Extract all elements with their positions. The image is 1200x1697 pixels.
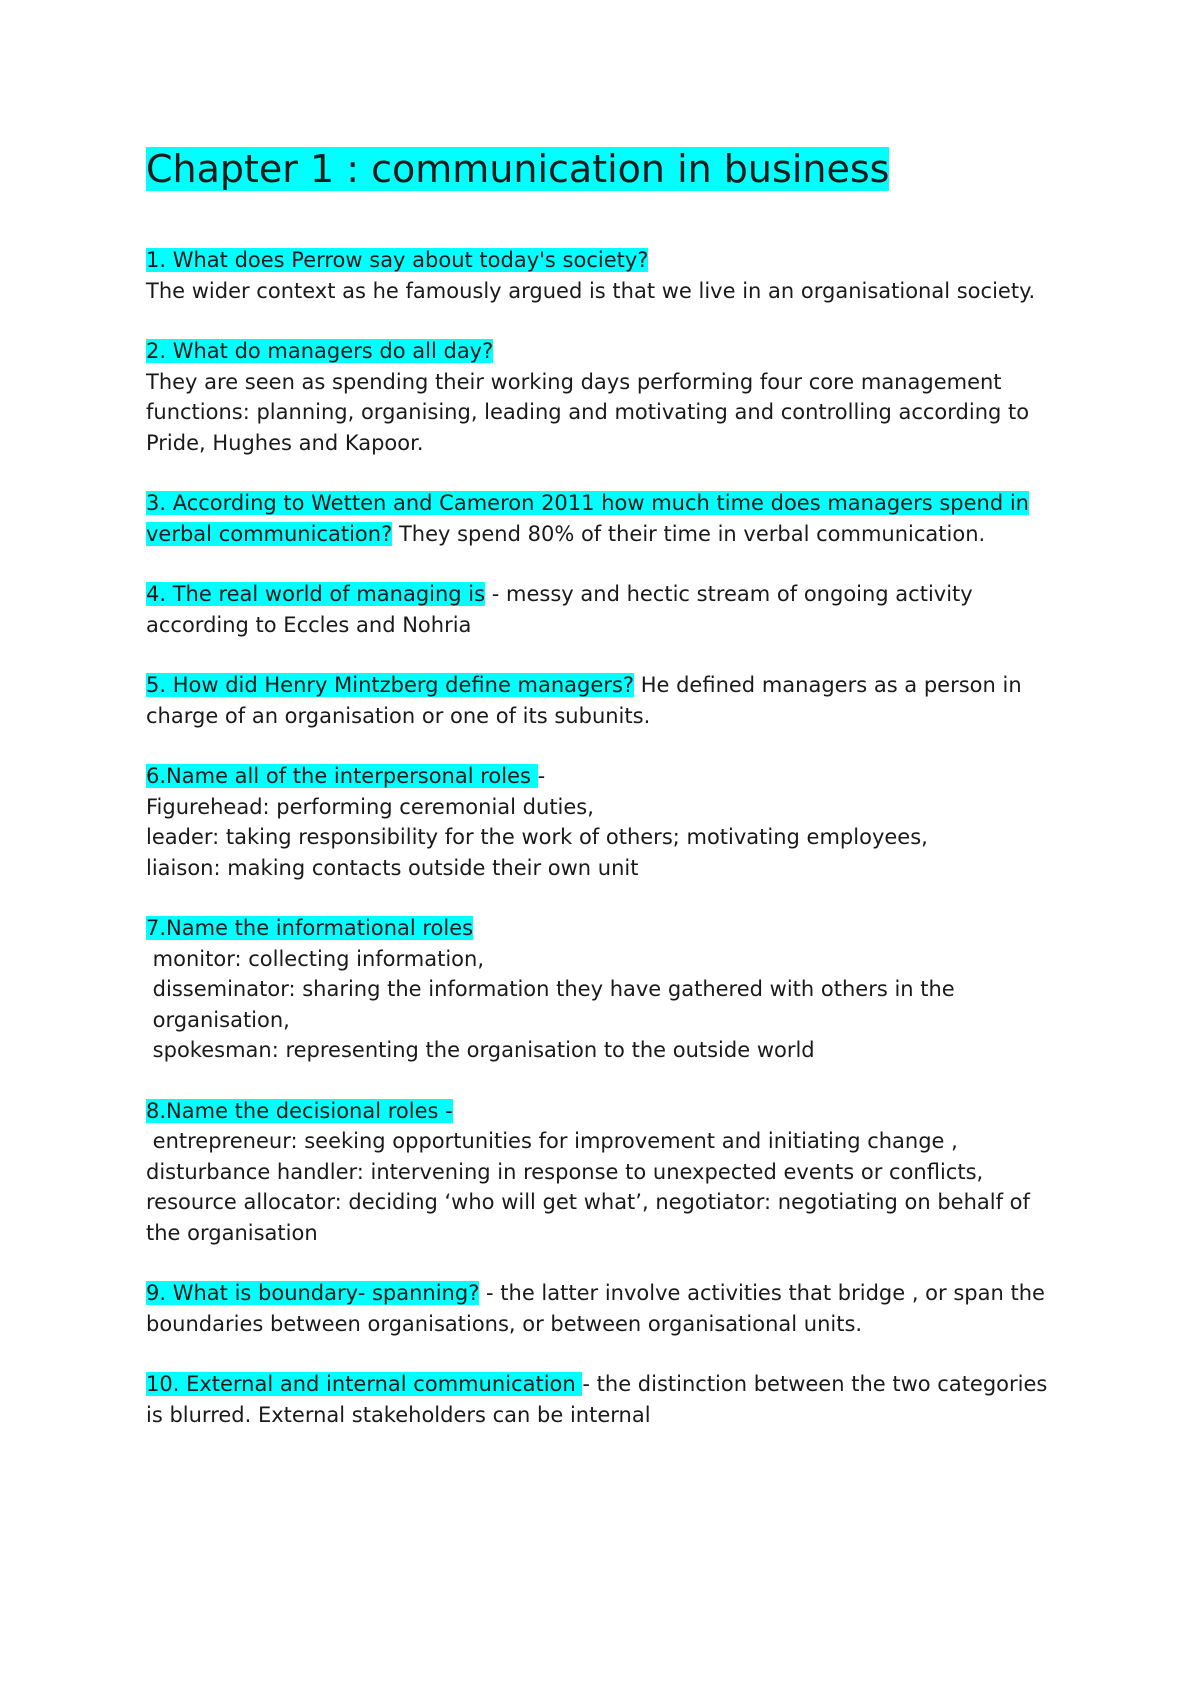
- question-highlight: 3. According to Wetten and Cameron 2011 how much time does managers spend in verbal communication?: [146, 491, 1029, 546]
- qa-item: [146, 488, 1066, 549]
- qa-item: [146, 670, 1066, 731]
- answer-line: liaison: making contacts outside their own unit: [146, 855, 639, 880]
- answer-line: They are seen as spending their working days performing four core management functions: planning, organising, leading and motivating and controlling according to Pride, Hughes and Kapoor.: [146, 369, 1030, 455]
- question-line: [146, 913, 1066, 944]
- answer-line: The wider context as he famously argued is that we live in an organisational society.: [146, 278, 1036, 303]
- question-line: [146, 488, 1066, 549]
- question-highlight: 1. What does Perrow say about today's society?: [146, 248, 649, 272]
- question-line: [146, 761, 1066, 792]
- answer-line: spokesman: representing the organisation to the outside world: [146, 1038, 815, 1062]
- answer-line: leader: taking responsibility for the work of others; motivating employees,: [146, 825, 928, 849]
- question-highlight: 4. The real world of managing is: [146, 582, 486, 606]
- question-highlight: 6.Name all of the interpersonal roles: [146, 764, 538, 788]
- separator: -: [485, 582, 507, 606]
- question-line: [146, 1096, 1066, 1127]
- question-line: [146, 670, 1066, 731]
- qa-list: [146, 245, 1066, 1460]
- title-highlight: Chapter 1 : communication in business: [146, 147, 890, 191]
- qa-item: [146, 1278, 1066, 1339]
- answer-text: messy and hectic stream of ongoing activity according to Eccles and Nohria: [146, 582, 973, 637]
- answer-text: the latter involve activities that bridge , or span the boundaries between organisations, or between organisational units.: [146, 1281, 1045, 1336]
- separator: -: [537, 764, 546, 788]
- qa-item: [146, 761, 1066, 883]
- separator: -: [582, 1372, 597, 1396]
- qa-item: [146, 579, 1066, 640]
- separator: [634, 673, 641, 697]
- question-line: [146, 1278, 1066, 1339]
- question-highlight: 5. How did Henry Mintzberg define managers?: [146, 673, 635, 697]
- answer-line: monitor: collecting information,: [146, 946, 485, 971]
- answer-line: entrepreneur: seeking opportunities for improvement and initiating change , disturbance handler: intervening in response to unexpected events or conflicts, resource allocator: deciding ‘who will get what’, negotiator: negotiating on behalf of the organisation: [146, 1129, 1030, 1245]
- question-highlight: 10. External and internal communication: [146, 1372, 583, 1396]
- qa-item: [146, 245, 1066, 306]
- separator: -: [479, 1281, 501, 1305]
- question-highlight: 2. What do managers do all day?: [146, 339, 494, 363]
- question-line: [146, 579, 1066, 640]
- qa-item: [146, 336, 1066, 458]
- question-highlight: 7.Name the informational roles: [146, 916, 474, 940]
- qa-item: [146, 1096, 1066, 1249]
- page-title: [146, 146, 889, 192]
- answer-text: He defined managers as a person in charge of an organisation or one of its subunits.: [146, 673, 1022, 728]
- answer-text: the distinction between the two categories is blurred. External stakeholders can be internal: [146, 1372, 1048, 1427]
- question-highlight: 9. What is boundary- spanning?: [146, 1281, 480, 1305]
- separator: [392, 522, 399, 546]
- answer-text: They spend 80% of their time in verbal communication.: [398, 521, 986, 546]
- question-line: [146, 245, 1066, 276]
- qa-item: [146, 913, 1066, 1066]
- question-line: [146, 336, 1066, 367]
- qa-item: [146, 1369, 1066, 1430]
- question-line: [146, 1369, 1066, 1430]
- question-highlight: 8.Name the decisional roles -: [146, 1098, 453, 1123]
- answer-line: Figurehead: performing ceremonial duties,: [146, 794, 594, 819]
- answer-line: disseminator: sharing the information they have gathered with others in the organisation,: [146, 977, 955, 1032]
